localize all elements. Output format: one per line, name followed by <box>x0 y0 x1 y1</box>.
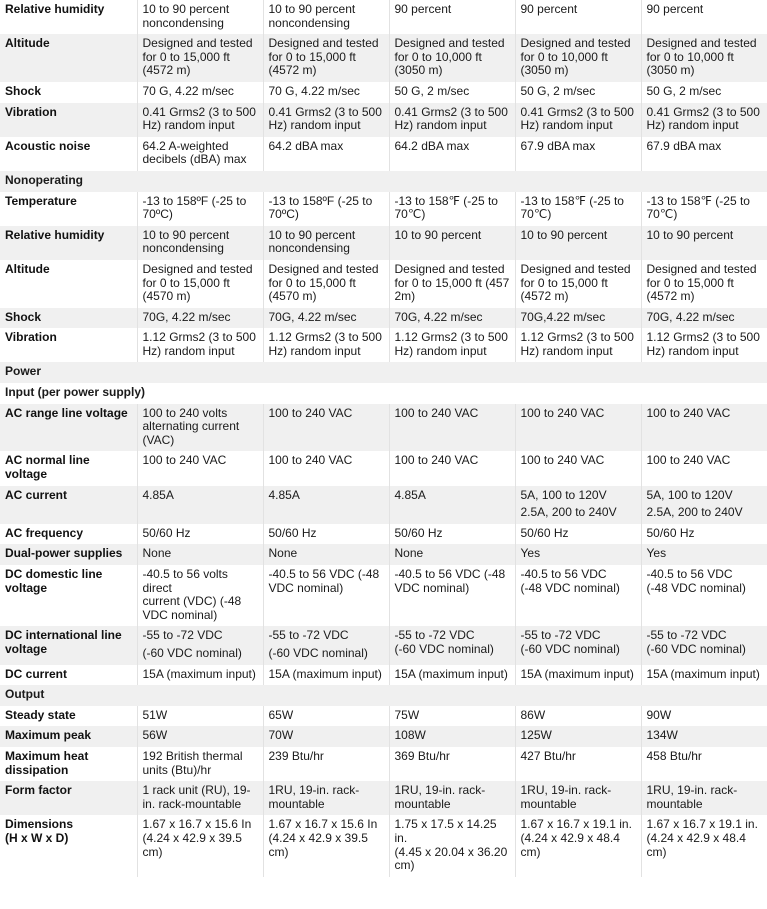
table-cell: 427 Btu/hr <box>515 747 641 781</box>
table-cell: 100 to 240 VAC <box>263 404 389 452</box>
table-cell: 70 G, 4.22 m/sec <box>137 82 263 103</box>
table-cell: 1.12 Grms2 (3 to 500 Hz) random input <box>137 328 263 362</box>
table-cell: -40.5 to 56 VDC (-48 VDC nominal) <box>646 567 746 595</box>
table-cell: 90 percent <box>389 0 515 34</box>
table-cell: 15A (maximum input) <box>263 665 389 686</box>
table-row <box>0 226 767 260</box>
table-cell: 100 to 240 VAC <box>389 451 515 485</box>
table-cell: 192 British thermal units (Btu)/hr <box>137 747 263 781</box>
table-row <box>0 137 767 171</box>
table-cell: 15A (maximum input) <box>515 665 641 686</box>
table-cell: 70G, 4.22 m/sec <box>641 308 767 329</box>
table-cell: 0.41 Grms2 (3 to 500 Hz) random input <box>263 103 389 137</box>
table-cell: 100 to 240 VAC <box>515 451 641 485</box>
table-cell: 15A (maximum input) <box>389 665 515 686</box>
table-row <box>0 103 767 137</box>
table-cell: 70G,4.22 m/sec <box>515 308 641 329</box>
table-cell: -40.5 to 56 VDC (-48 VDC nominal) <box>389 565 515 626</box>
section-header-row <box>0 362 767 383</box>
table-cell: -55 to -72 VDC (-60 VDC nominal) <box>515 626 641 664</box>
table-cell: 0.41 Grms2 (3 to 500 Hz) random input <box>515 103 641 137</box>
table-row <box>0 0 767 34</box>
table-cell: 4.85A <box>263 486 389 524</box>
table-cell: 1.75 x 17.5 x 14.25 in. (4.45 x 20.04 x 36.20 cm) <box>389 815 515 876</box>
table-cell: -40.5 to 56 volts direct current (VDC) (-48 VDC nominal) <box>137 565 263 626</box>
table-cell: 100 to 240 volts alternating current (VAC) <box>137 404 263 452</box>
table-cell: 4.85A <box>389 486 515 524</box>
table-cell: 10 to 90 percent <box>389 226 515 260</box>
table-cell: Designed and tested for 0 to 10,000 ft (3050 m) <box>389 34 515 82</box>
table-cell: 239 Btu/hr <box>263 747 389 781</box>
table-cell: 1.67 x 16.7 x 15.6 In (4.24 x 42.9 x 39.5 cm) <box>263 815 389 876</box>
table-row <box>0 328 767 362</box>
table-cell: -13 to 158℉ (-25 to 70℃) <box>646 193 750 222</box>
row-label: Altitude <box>0 260 137 308</box>
table-cell: Designed and tested for 0 to 15,000 ft (4570 m) <box>137 260 263 308</box>
row-label: Maximum heat dissipation <box>0 747 137 781</box>
table-row <box>0 626 767 664</box>
table-cell: Designed and tested for 0 to 15,000 ft (4572 m) <box>646 261 757 304</box>
table-cell: 86W <box>515 706 641 727</box>
cell-line: 5A, 100 to 120V <box>520 487 607 502</box>
table-cell: 1.12 Grms2 (3 to 500 Hz) random input <box>646 330 760 358</box>
table-cell: 50 G, 2 m/sec <box>646 83 722 98</box>
table-cell: 0.41 Grms2 (3 to 500 Hz) random input <box>137 103 263 137</box>
table-cell: 458 Btu/hr <box>646 748 702 763</box>
table-row <box>0 706 767 727</box>
table-row <box>0 815 767 876</box>
table-cell: 1RU, 19-in. rack- mountable <box>641 781 767 815</box>
table-cell: -13 to 158℉ (-25 to 70℃) <box>389 192 515 226</box>
table-cell: 369 Btu/hr <box>389 747 515 781</box>
table-cell: 125W <box>515 726 641 747</box>
table-cell: 90W <box>646 707 672 722</box>
table-cell: 70G, 4.22 m/sec <box>263 308 389 329</box>
table-cell: 65W <box>263 706 389 727</box>
table-cell <box>515 486 641 524</box>
row-label: Altitude <box>0 34 137 82</box>
table-row <box>0 726 767 747</box>
table-cell: 4.85A <box>137 486 263 524</box>
table-cell: 1RU, 19-in. rack- mountable <box>263 781 389 815</box>
table-cell: 50 G, 2 m/sec <box>515 82 641 103</box>
table-cell: Yes <box>515 544 641 565</box>
table-cell: 134W <box>641 726 767 747</box>
table-row <box>0 260 767 308</box>
row-label: DC current <box>0 665 137 686</box>
table-cell: -55 to -72 VDC (-60 VDC nominal) <box>641 626 767 664</box>
section-header: Input (per power supply) <box>5 385 145 400</box>
table-cell: Designed and tested for 0 to 15,000 ft (457 2m) <box>389 260 515 308</box>
row-label: Dual-power supplies <box>0 544 137 565</box>
table-cell <box>641 486 767 524</box>
table-cell: 108W <box>389 726 515 747</box>
table-row <box>0 747 767 781</box>
row-label: DC domestic line voltage <box>0 565 137 626</box>
table-cell: 90 percent <box>515 0 641 34</box>
table-row <box>0 486 767 524</box>
table-cell: 67.9 dBA max <box>646 138 722 153</box>
table-cell: 70G, 4.22 m/sec <box>137 308 263 329</box>
table-cell <box>263 626 389 664</box>
table-row <box>0 781 767 815</box>
table-cell: Designed and tested for 0 to 15,000 ft (4572 m) <box>137 34 263 82</box>
cell-line: 2.5A, 200 to 240V <box>520 505 617 520</box>
table-row <box>0 34 767 82</box>
table-cell: 10 to 90 percent noncondensing <box>263 0 389 34</box>
row-label: AC range line voltage <box>0 404 137 452</box>
table-cell: 100 to 240 VAC <box>641 404 767 452</box>
section-header: Output <box>0 685 767 706</box>
table-cell: 1.12 Grms2 (3 to 500 Hz) random input <box>389 328 515 362</box>
table-row <box>0 192 767 226</box>
row-label: Acoustic noise <box>0 137 137 171</box>
cell-line: -55 to -72 VDC <box>142 628 223 643</box>
table-cell: -40.5 to 56 VDC (-48 VDC nominal) <box>263 565 389 626</box>
table-cell <box>137 626 263 664</box>
table-cell: 1RU, 19-in. rack- mountable <box>389 781 515 815</box>
table-cell: 67.9 dBA max <box>515 137 641 171</box>
table-cell: 100 to 240 VAC <box>137 451 263 485</box>
table-row <box>0 82 767 103</box>
table-cell: 51W <box>137 706 263 727</box>
table-cell: 10 to 90 percent <box>515 226 641 260</box>
table-cell: 10 to 90 percent <box>641 226 767 260</box>
table-cell: 10 to 90 percent noncondensing <box>137 226 263 260</box>
row-label: Dimensions (H x W x D) <box>0 815 137 876</box>
table-cell: Yes <box>641 544 767 565</box>
cell-line: 2.5A, 200 to 240V <box>646 505 743 520</box>
row-label: Relative humidity <box>0 226 137 260</box>
table-cell: -13 to 158ºF (-25 to 70ºC) <box>263 192 389 226</box>
table-row <box>0 565 767 626</box>
table-cell: 15A (maximum input) <box>137 665 263 686</box>
table-cell: 50/60 Hz <box>389 524 515 545</box>
table-cell: Designed and tested for 0 to 15,000 ft (4572 m) <box>515 260 641 308</box>
table-row <box>0 308 767 329</box>
table-cell: 56W <box>137 726 263 747</box>
table-cell: -55 to -72 VDC (-60 VDC nominal) <box>389 626 515 664</box>
table-cell: 0.41 Grms2 (3 to 500 Hz) random input <box>389 103 515 137</box>
table-cell: 1.67 x 16.7 x 19.1 in. (4.24 x 42.9 x 48.4 cm) <box>646 817 758 859</box>
table-cell: None <box>389 544 515 565</box>
table-cell: 70W <box>263 726 389 747</box>
table-cell: 15A (maximum input) <box>646 666 760 681</box>
row-label: Relative humidity <box>0 0 137 34</box>
table-cell: 100 to 240 VAC <box>389 404 515 452</box>
row-label: Vibration <box>0 103 137 137</box>
section-header: Nonoperating <box>0 171 767 192</box>
table-cell: -13 to 158℉ (-25 to 70℃) <box>515 192 641 226</box>
table-cell: 1.12 Grms2 (3 to 500 Hz) random input <box>515 328 641 362</box>
table-cell: Designed and tested for 0 to 15,000 ft (4570 m) <box>263 260 389 308</box>
table-row <box>0 451 767 485</box>
row-label: Steady state <box>0 706 137 727</box>
table-cell: 1.67 x 16.7 x 19.1 in. (4.24 x 42.9 x 48.4 cm) <box>515 815 641 876</box>
table-cell: 100 to 240 VAC <box>515 404 641 452</box>
row-label: Maximum peak <box>0 726 137 747</box>
table-cell: 0.41 Grms2 (3 to 500 Hz) random input <box>641 103 767 137</box>
table-cell: 70 G, 4.22 m/sec <box>263 82 389 103</box>
table-cell: 50/60 Hz <box>646 525 695 540</box>
section-header-row <box>0 685 767 706</box>
table-cell: 1 rack unit (RU), 19- in. rack-mountable <box>137 781 263 815</box>
table-cell: 50/60 Hz <box>263 524 389 545</box>
row-label: AC current <box>0 486 137 524</box>
row-label: Vibration <box>0 328 137 362</box>
row-label: AC frequency <box>0 524 137 545</box>
table-cell: 90 percent <box>646 2 704 16</box>
table-cell: 64.2 A-weighted decibels (dBA) max <box>137 137 263 171</box>
table-cell: -13 to 158ºF (-25 to 70ºC) <box>137 192 263 226</box>
cell-line: (-60 VDC nominal) <box>142 645 242 660</box>
section-header: Power <box>0 362 767 383</box>
table-cell: 70G, 4.22 m/sec <box>389 308 515 329</box>
row-label: DC international line voltage <box>0 626 137 664</box>
row-label: Form factor <box>0 781 137 815</box>
table-cell: None <box>137 544 263 565</box>
table-cell: 10 to 90 percent noncondensing <box>137 0 263 34</box>
table-cell: 100 to 240 VAC <box>263 451 389 485</box>
table-cell: 50 G, 2 m/sec <box>389 82 515 103</box>
section-header-row <box>0 383 767 404</box>
table-row <box>0 404 767 452</box>
table-cell: Designed and tested for 0 to 10,000 ft (3050 m) <box>515 34 641 82</box>
table-cell: -40.5 to 56 VDC (-48 VDC nominal) <box>515 565 641 626</box>
row-label: Temperature <box>0 192 137 226</box>
table-cell: 1.12 Grms2 (3 to 500 Hz) random input <box>263 328 389 362</box>
row-label: AC normal line voltage <box>0 451 137 485</box>
table-cell: 50/60 Hz <box>515 524 641 545</box>
table-cell: 64.2 dBA max <box>389 137 515 171</box>
table-cell: 50/60 Hz <box>137 524 263 545</box>
table-cell: Designed and tested for 0 to 15,000 ft (4572 m) <box>263 34 389 82</box>
table-cell: 64.2 dBA max <box>263 137 389 171</box>
table-cell: 1.67 x 16.7 x 15.6 In (4.24 x 42.9 x 39.5 cm) <box>137 815 263 876</box>
table-row <box>0 524 767 545</box>
table-cell: 75W <box>389 706 515 727</box>
table-cell: 10 to 90 percent noncondensing <box>263 226 389 260</box>
row-label: Shock <box>0 308 137 329</box>
cell-line: (-60 VDC nominal) <box>268 645 368 660</box>
table-cell: 100 to 240 VAC <box>646 453 731 468</box>
cell-line: 5A, 100 to 120V <box>646 487 733 502</box>
table-cell: None <box>263 544 389 565</box>
section-header-row <box>0 171 767 192</box>
cell-line: -55 to -72 VDC <box>268 628 349 643</box>
table-row <box>0 544 767 565</box>
table-cell: 1RU, 19-in. rack- mountable <box>515 781 641 815</box>
table-row <box>0 665 767 686</box>
row-label: Shock <box>0 82 137 103</box>
table-cell: Designed and tested for 0 to 10,000 ft (3050 m) <box>641 34 767 82</box>
